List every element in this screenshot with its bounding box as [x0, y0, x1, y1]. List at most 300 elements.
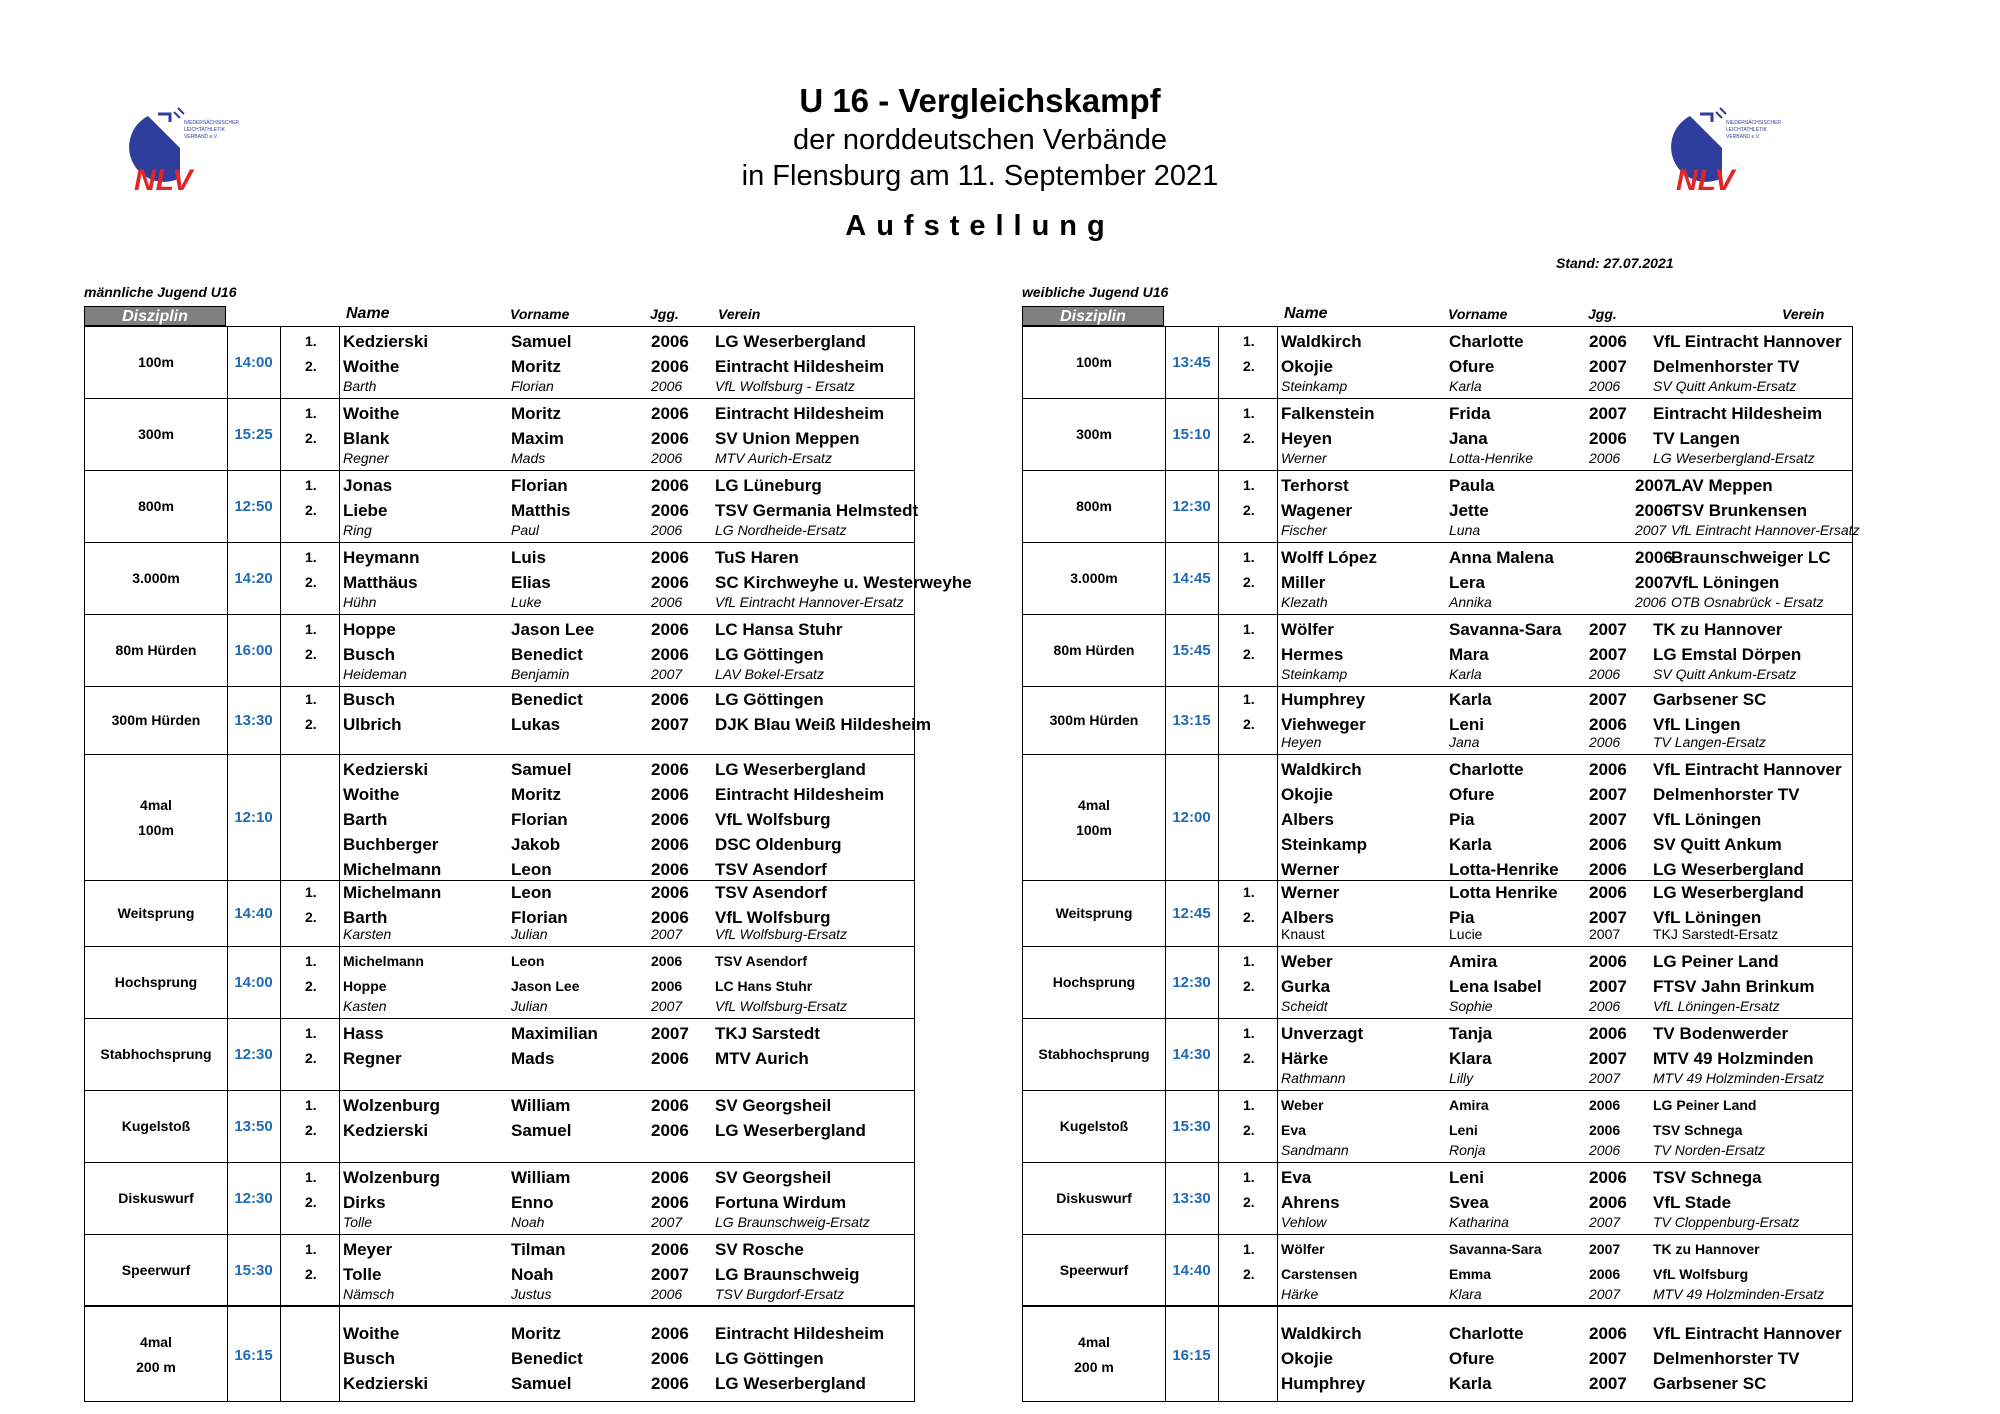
lineup-table	[84, 326, 972, 1402]
table-row	[85, 545, 914, 570]
start-time: 12:00	[1172, 809, 1211, 826]
table-row	[1023, 1093, 1852, 1118]
column-header-verein: Verein	[1782, 306, 1825, 322]
cell-jgg: 2006	[1589, 882, 1627, 902]
cell-jgg: 2006	[1635, 547, 1673, 567]
cell-pl: 1.	[305, 1168, 317, 1185]
cell-name: Okojie	[1281, 785, 1333, 804]
cell-vorname: Julian	[511, 998, 548, 1014]
column-header-jgg: Jgg.	[650, 306, 679, 322]
cell-jgg: 2006	[1589, 1142, 1621, 1158]
cell-vorname: Pia	[1449, 810, 1475, 829]
discipline-block	[1023, 755, 1852, 881]
cell-jgg: 2006	[651, 1095, 689, 1115]
cell-jgg: 2006	[1635, 594, 1667, 610]
discipline-label: Kugelstoß	[121, 1118, 191, 1134]
cell-vorname: Ronja	[1449, 1142, 1486, 1158]
table-row	[1023, 401, 1852, 426]
cell-vorname: Samuel	[511, 331, 572, 351]
cell-pl: 2.	[1243, 977, 1255, 994]
table-row	[1023, 617, 1852, 642]
cell-vorname: Jakob	[511, 835, 561, 854]
cell-verein: LG Göttingen	[715, 644, 824, 664]
start-time: 12:45	[1172, 905, 1211, 922]
cell-verein: Delmenhorster TV	[1653, 1348, 1800, 1368]
cell-name: Wolzenburg	[343, 1095, 440, 1115]
cell-pl: 2.	[305, 1193, 317, 1210]
svg-text:VERBAND e.V.: VERBAND e.V.	[184, 134, 218, 140]
cell-vorname: Karla	[1449, 378, 1482, 394]
start-time: 13:30	[234, 712, 273, 729]
discipline-label: Stabhochsprung	[1038, 1046, 1150, 1062]
cell-verein: Braunschweiger LC	[1671, 547, 1831, 567]
cell-verein: Delmenhorster TV	[1653, 356, 1800, 376]
cell-verein: Eintracht Hildesheim	[715, 785, 885, 804]
table-row	[1023, 832, 1852, 857]
cell-pl: 1.	[1243, 952, 1255, 969]
discipline-label: 300m Hürden	[1049, 712, 1139, 728]
cell-name: Viehweger	[1281, 714, 1366, 734]
cell-pl: 1.	[305, 404, 317, 421]
table-row	[1023, 375, 1852, 397]
table-row	[85, 1283, 914, 1305]
cell-pl: 2.	[1243, 573, 1255, 590]
table-row	[85, 1237, 914, 1262]
cell-vorname: Leni	[1449, 1121, 1478, 1138]
discipline-label: Stabhochsprung	[100, 1046, 212, 1062]
cell-vorname: Annika	[1449, 594, 1492, 610]
start-time: 13:15	[1172, 712, 1211, 729]
cell-pl: 1.	[305, 548, 317, 565]
cell-name: Woithe	[343, 356, 400, 376]
cell-jgg: 2007	[1589, 1240, 1621, 1257]
cell-verein: SV Georgsheil	[715, 1167, 832, 1187]
cell-verein: Fortuna Wirdum	[715, 1192, 847, 1212]
cell-jgg: 2006	[651, 500, 689, 520]
cell-verein: VfL Eintracht Hannover-Ersatz	[1671, 522, 1860, 538]
cell-name: Woithe	[343, 403, 400, 423]
cell-verein: MTV Aurich	[715, 1048, 809, 1068]
cell-verein: TuS Haren	[715, 547, 799, 567]
cell-vorname: Anna Malena	[1449, 547, 1554, 567]
discipline-label: 300m	[138, 426, 174, 442]
cell-pl: 2.	[305, 715, 317, 732]
discipline-block	[1023, 471, 1860, 543]
cell-jgg: 2006	[1589, 428, 1627, 448]
cell-jgg: 2006	[1589, 1323, 1627, 1343]
cell-pl: 1.	[1243, 620, 1255, 637]
table-row	[1023, 545, 1852, 570]
cell-verein: Eintracht Hildesheim	[715, 1323, 885, 1343]
cell-name: Dirks	[343, 1192, 386, 1212]
cell-verein: VfL Wolfsburg	[715, 907, 831, 927]
cell-name: Matthäus	[343, 572, 418, 592]
table-row	[85, 617, 914, 642]
cell-verein: LG Weserbergland	[715, 331, 866, 351]
cell-name: Woithe	[343, 785, 400, 804]
table-row	[1023, 1283, 1852, 1305]
cell-jgg: 2007	[1589, 1070, 1621, 1086]
discipline-block	[1023, 327, 1852, 399]
cell-jgg: 2007	[1635, 572, 1673, 592]
cell-verein: LG Göttingen	[715, 1348, 824, 1368]
cell-jgg: 2006	[651, 475, 689, 495]
cell-jgg: 2006	[651, 1048, 689, 1068]
discipline-label: 4mal	[140, 796, 172, 813]
discipline-label: 4mal	[1078, 796, 1110, 813]
table-row	[85, 663, 914, 685]
cell-pl: 1.	[1243, 476, 1255, 493]
cell-pl: 2.	[1243, 429, 1255, 446]
start-time: 15:30	[1172, 1118, 1211, 1135]
cell-verein: LG Weserbergland-Ersatz	[1653, 450, 1815, 466]
cell-vorname: Mara	[1449, 644, 1489, 664]
discipline-label: 4mal	[140, 1334, 172, 1350]
cell-jgg: 2006	[651, 644, 689, 664]
table-row	[85, 473, 914, 498]
cell-verein: TKJ Sarstedt	[715, 1023, 820, 1043]
cell-jgg: 2007	[1635, 522, 1667, 538]
cell-vorname: Noah	[511, 1264, 554, 1284]
cell-pl: 2.	[1243, 1265, 1255, 1282]
cell-vorname: Amira	[1449, 951, 1498, 971]
cell-jgg: 2007	[1589, 1286, 1621, 1302]
cell-pl: 1.	[1243, 404, 1255, 421]
cell-jgg: 2006	[1589, 1096, 1621, 1113]
cell-verein: VfL Eintracht Hannover	[1653, 760, 1842, 779]
cell-verein: TV Cloppenburg-Ersatz	[1653, 1214, 1800, 1230]
cell-name: Vehlow	[1281, 1214, 1327, 1230]
cell-verein: LG Braunschweig	[715, 1264, 860, 1284]
discipline-label: 100m	[138, 821, 174, 838]
cell-name: Hoppe	[343, 619, 396, 639]
cell-vorname: Florian	[511, 810, 568, 829]
cell-jgg: 2007	[1589, 976, 1627, 996]
cell-name: Steinkamp	[1281, 378, 1348, 394]
cell-name: Michelmann	[343, 860, 442, 879]
cell-verein: TK zu Hannover	[1653, 1240, 1760, 1257]
cell-vorname: Charlotte	[1449, 1323, 1524, 1343]
cell-vorname: Luke	[511, 594, 542, 610]
cell-jgg: 2006	[1589, 331, 1627, 351]
cell-vorname: Karla	[1449, 689, 1492, 709]
discipline-label: 200 m	[136, 1359, 176, 1375]
table-row	[1023, 1237, 1852, 1262]
cell-jgg: 2007	[651, 1264, 689, 1284]
discipline-block	[1023, 1163, 1852, 1235]
cell-vorname: Lucie	[1449, 926, 1483, 942]
cell-jgg: 2006	[651, 356, 689, 376]
cell-name: Werner	[1281, 860, 1340, 879]
cell-jgg: 2007	[651, 1023, 689, 1043]
cell-name: Fischer	[1281, 522, 1327, 538]
table-row	[85, 1165, 914, 1190]
cell-name: Wölfer	[1281, 1240, 1325, 1257]
discipline-block	[85, 755, 914, 881]
cell-name: Waldkirch	[1281, 760, 1362, 779]
table-row	[1023, 687, 1852, 712]
discipline-label: Hochsprung	[1052, 974, 1136, 990]
start-time: 15:45	[1172, 642, 1211, 659]
cell-vorname: William	[511, 1167, 571, 1187]
start-time: 12:30	[234, 1190, 273, 1207]
cell-name: Kedzierski	[343, 1373, 429, 1393]
cell-jgg: 2006	[651, 547, 689, 567]
cell-vorname: Jason Lee	[511, 619, 595, 639]
table-row	[1023, 473, 1852, 498]
cell-name: Hass	[343, 1023, 384, 1043]
cell-verein: VfL Wolfsburg	[715, 810, 831, 829]
section-title: weibliche Jugend U16	[1022, 284, 1169, 300]
cell-vorname: Frida	[1449, 403, 1491, 423]
cell-verein: TKJ Sarstedt-Ersatz	[1653, 926, 1779, 942]
cell-jgg: 2006	[651, 810, 689, 829]
cell-verein: LG Weserbergland	[715, 760, 866, 779]
cell-jgg: 2006	[651, 1192, 689, 1212]
discipline-label: 3.000m	[132, 570, 180, 586]
start-time: 13:45	[1172, 354, 1211, 371]
cell-pl: 1.	[305, 1024, 317, 1041]
cell-vorname: Matthis	[511, 500, 571, 520]
cell-jgg: 2006	[651, 378, 683, 394]
discipline-label: Speerwurf	[1059, 1261, 1129, 1278]
start-time: 15:25	[234, 426, 273, 443]
cell-vorname: William	[511, 1095, 571, 1115]
cell-name: Tolle	[343, 1214, 373, 1230]
cell-jgg: 2007	[1589, 1214, 1621, 1230]
table-row	[1023, 731, 1852, 753]
start-time: 14:45	[1172, 570, 1211, 587]
cell-vorname: Jason Lee	[511, 977, 580, 994]
table-row	[1023, 1321, 1852, 1346]
table-row	[85, 1211, 914, 1233]
cell-pl: 1.	[305, 1096, 317, 1113]
cell-vorname: Emma	[1449, 1265, 1492, 1282]
cell-jgg: 2006	[1589, 450, 1621, 466]
cell-name: Wolzenburg	[343, 1167, 440, 1187]
table-row	[1023, 857, 1852, 882]
cell-vorname: Leni	[1449, 714, 1484, 734]
start-time: 16:15	[1172, 1346, 1211, 1364]
discipline-block	[1023, 399, 1852, 471]
cell-verein: Garbsener SC	[1653, 1373, 1767, 1393]
cell-vorname: Karla	[1449, 666, 1482, 682]
cell-jgg: 2006	[651, 907, 689, 927]
cell-name: Regner	[343, 450, 389, 466]
cell-vorname: Ofure	[1449, 785, 1495, 804]
table-row	[85, 1321, 914, 1346]
cell-verein: LG Weserbergland	[1653, 882, 1804, 902]
start-time: 16:15	[234, 1346, 273, 1364]
cell-verein: LG Weserbergland	[715, 1373, 866, 1393]
table-row	[85, 1139, 914, 1161]
cell-verein: VfL Stade	[1653, 1192, 1732, 1212]
cell-vorname: Maximilian	[511, 1023, 598, 1043]
cell-name: Ring	[343, 522, 372, 538]
cell-pl: 1.	[1243, 1168, 1255, 1185]
table-row	[1023, 1371, 1852, 1396]
cell-name: Woithe	[343, 1323, 400, 1343]
discipline-label: Weitsprung	[1055, 905, 1133, 921]
discipline-label: 100m	[1076, 821, 1112, 838]
cell-vorname: Klara	[1449, 1286, 1482, 1302]
cell-jgg: 2006	[651, 1167, 689, 1187]
cell-jgg: 2007	[1589, 403, 1627, 423]
table-row	[1023, 995, 1852, 1017]
cell-verein: TK zu Hannover	[1653, 619, 1783, 639]
cell-pl: 1.	[305, 1240, 317, 1257]
cell-jgg: 2007	[1589, 907, 1627, 927]
table-row	[85, 591, 914, 613]
cell-verein: TSV Asendorf	[715, 860, 827, 879]
cell-name: Barth	[343, 907, 388, 927]
cell-jgg: 2007	[651, 666, 683, 682]
cell-verein: SV Union Meppen	[715, 428, 860, 448]
cell-verein: Eintracht Hildesheim	[715, 356, 885, 376]
cell-jgg: 2007	[1589, 1048, 1627, 1068]
discipline-label: Hochsprung	[114, 974, 198, 990]
cell-jgg: 2007	[1589, 644, 1627, 664]
cell-verein: VfL Löningen	[1653, 810, 1762, 829]
cell-jgg: 2007	[1589, 785, 1627, 804]
cell-verein: VfL Eintracht Hannover	[1653, 331, 1842, 351]
cell-vorname: Karla	[1449, 835, 1492, 854]
table-row	[85, 949, 914, 974]
cell-vorname: Karla	[1449, 1373, 1492, 1393]
table-row	[85, 401, 914, 426]
column-header-disziplin: Disziplin	[84, 306, 226, 326]
cell-vorname: Florian	[511, 475, 568, 495]
cell-verein: VfL Eintracht Hannover	[1653, 1323, 1842, 1343]
discipline-block	[85, 471, 919, 543]
cell-name: Carstensen	[1281, 1265, 1358, 1282]
svg-text:LEICHTATHLETIK: LEICHTATHLETIK	[184, 127, 225, 133]
cell-name: Ulbrich	[343, 714, 402, 734]
cell-jgg: 2006	[1589, 1192, 1627, 1212]
cell-pl: 2.	[305, 1121, 317, 1138]
cell-name: Ahrens	[1281, 1192, 1340, 1212]
cell-verein: DSC Oldenburg	[715, 835, 842, 854]
cell-jgg: 2006	[651, 1348, 689, 1368]
cell-vorname: Moritz	[511, 403, 562, 423]
cell-jgg: 2006	[651, 403, 689, 423]
cell-name: Eva	[1281, 1167, 1312, 1187]
cell-verein: MTV 49 Holzminden-Ersatz	[1653, 1286, 1825, 1302]
cell-jgg: 2006	[651, 450, 683, 466]
discipline-block	[1023, 947, 1852, 1019]
cell-jgg: 2006	[651, 522, 683, 538]
lineup-table	[1022, 326, 1860, 1402]
cell-vorname: Benedict	[511, 644, 583, 664]
cell-verein: TSV Schnega	[1653, 1167, 1762, 1187]
cell-verein: SC Kirchweyhe u. Westerweyhe	[715, 572, 972, 592]
cell-verein: MTV 49 Holzminden	[1653, 1048, 1814, 1068]
cell-name: Kasten	[343, 998, 387, 1014]
cell-pl: 2.	[1243, 715, 1255, 732]
table-row	[1023, 1346, 1852, 1371]
cell-vorname: Klara	[1449, 1048, 1492, 1068]
cell-jgg: 2007	[1589, 356, 1627, 376]
cell-pl: 2.	[305, 908, 317, 925]
start-time: 15:10	[1172, 426, 1211, 443]
svg-text:NIEDERSÄCHSISCHER: NIEDERSÄCHSISCHER	[1726, 120, 1782, 126]
cell-jgg: 2006	[651, 952, 683, 969]
cell-name: Michelmann	[343, 952, 424, 969]
cell-verein: VfL Lingen	[1653, 714, 1741, 734]
cell-pl: 2.	[305, 977, 317, 994]
discipline-label: 80m Hürden	[1053, 642, 1135, 658]
cell-verein: Delmenhorster TV	[1653, 785, 1800, 804]
cell-vorname: Lukas	[511, 714, 561, 734]
cell-name: Albers	[1281, 810, 1334, 829]
cell-name: Sandmann	[1281, 1142, 1349, 1158]
cell-jgg: 2006	[1589, 760, 1627, 779]
cell-name: Tolle	[343, 1264, 382, 1284]
cell-verein: Eintracht Hildesheim	[715, 403, 885, 423]
discipline-label: 200 m	[1074, 1359, 1114, 1375]
table-row	[85, 375, 914, 397]
cell-vorname: Katharina	[1449, 1214, 1509, 1230]
cell-name: Werner	[1281, 882, 1340, 902]
cell-name: Härke	[1281, 1286, 1319, 1302]
start-time: 13:50	[234, 1118, 273, 1135]
cell-pl: 2.	[1243, 1193, 1255, 1210]
cell-verein: Garbsener SC	[1653, 689, 1767, 709]
cell-verein: FTSV Jahn Brinkum	[1653, 976, 1815, 996]
table-row	[1023, 1067, 1852, 1089]
discipline-label: 800m	[1076, 498, 1112, 514]
cell-name: Busch	[343, 689, 395, 709]
table-row	[1023, 949, 1852, 974]
discipline-label: Speerwurf	[121, 1261, 191, 1278]
discipline-label: Diskuswurf	[1056, 1190, 1132, 1206]
cell-verein: SV Georgsheil	[715, 1095, 832, 1115]
cell-verein: MTV 49 Holzminden-Ersatz	[1653, 1070, 1825, 1086]
cell-name: Liebe	[343, 500, 388, 520]
cell-name: Busch	[343, 1348, 395, 1368]
cell-name: Steinkamp	[1281, 666, 1348, 682]
cell-verein: LG Peiner Land	[1653, 951, 1779, 971]
cell-verein: LG Braunschweig-Ersatz	[715, 1214, 870, 1230]
cell-vorname: Moritz	[511, 785, 562, 804]
cell-name: Waldkirch	[1281, 1323, 1362, 1343]
discipline-label: 300m Hürden	[111, 712, 201, 728]
table-row	[85, 880, 914, 905]
table-row	[85, 757, 914, 782]
cell-name: Härke	[1281, 1048, 1329, 1068]
cell-name: Weber	[1281, 1096, 1324, 1113]
cell-jgg: 2006	[651, 1120, 689, 1140]
table-row	[85, 1067, 914, 1089]
cell-name: Karsten	[343, 926, 392, 942]
discipline-block	[85, 327, 914, 399]
cell-name: Barth	[343, 378, 377, 394]
document-subtitle: der norddeutschen Verbände	[792, 124, 1168, 156]
cell-verein: DJK Blau Weiß Hildesheim	[715, 714, 932, 734]
cell-vorname: Leon	[511, 882, 552, 902]
cell-name: Okojie	[1281, 1348, 1333, 1368]
start-time: 14:00	[234, 354, 273, 371]
table-row	[85, 857, 914, 882]
section-title: männliche Jugend U16	[84, 284, 237, 300]
cell-vorname: Moritz	[511, 356, 562, 376]
column-header-name: Name	[1284, 305, 1328, 322]
cell-vorname: Amira	[1449, 1096, 1489, 1113]
table-row	[85, 519, 914, 541]
cell-pl: 1.	[1243, 548, 1255, 565]
cell-name: Regner	[343, 1048, 402, 1068]
cell-name: Unverzagt	[1281, 1023, 1364, 1043]
